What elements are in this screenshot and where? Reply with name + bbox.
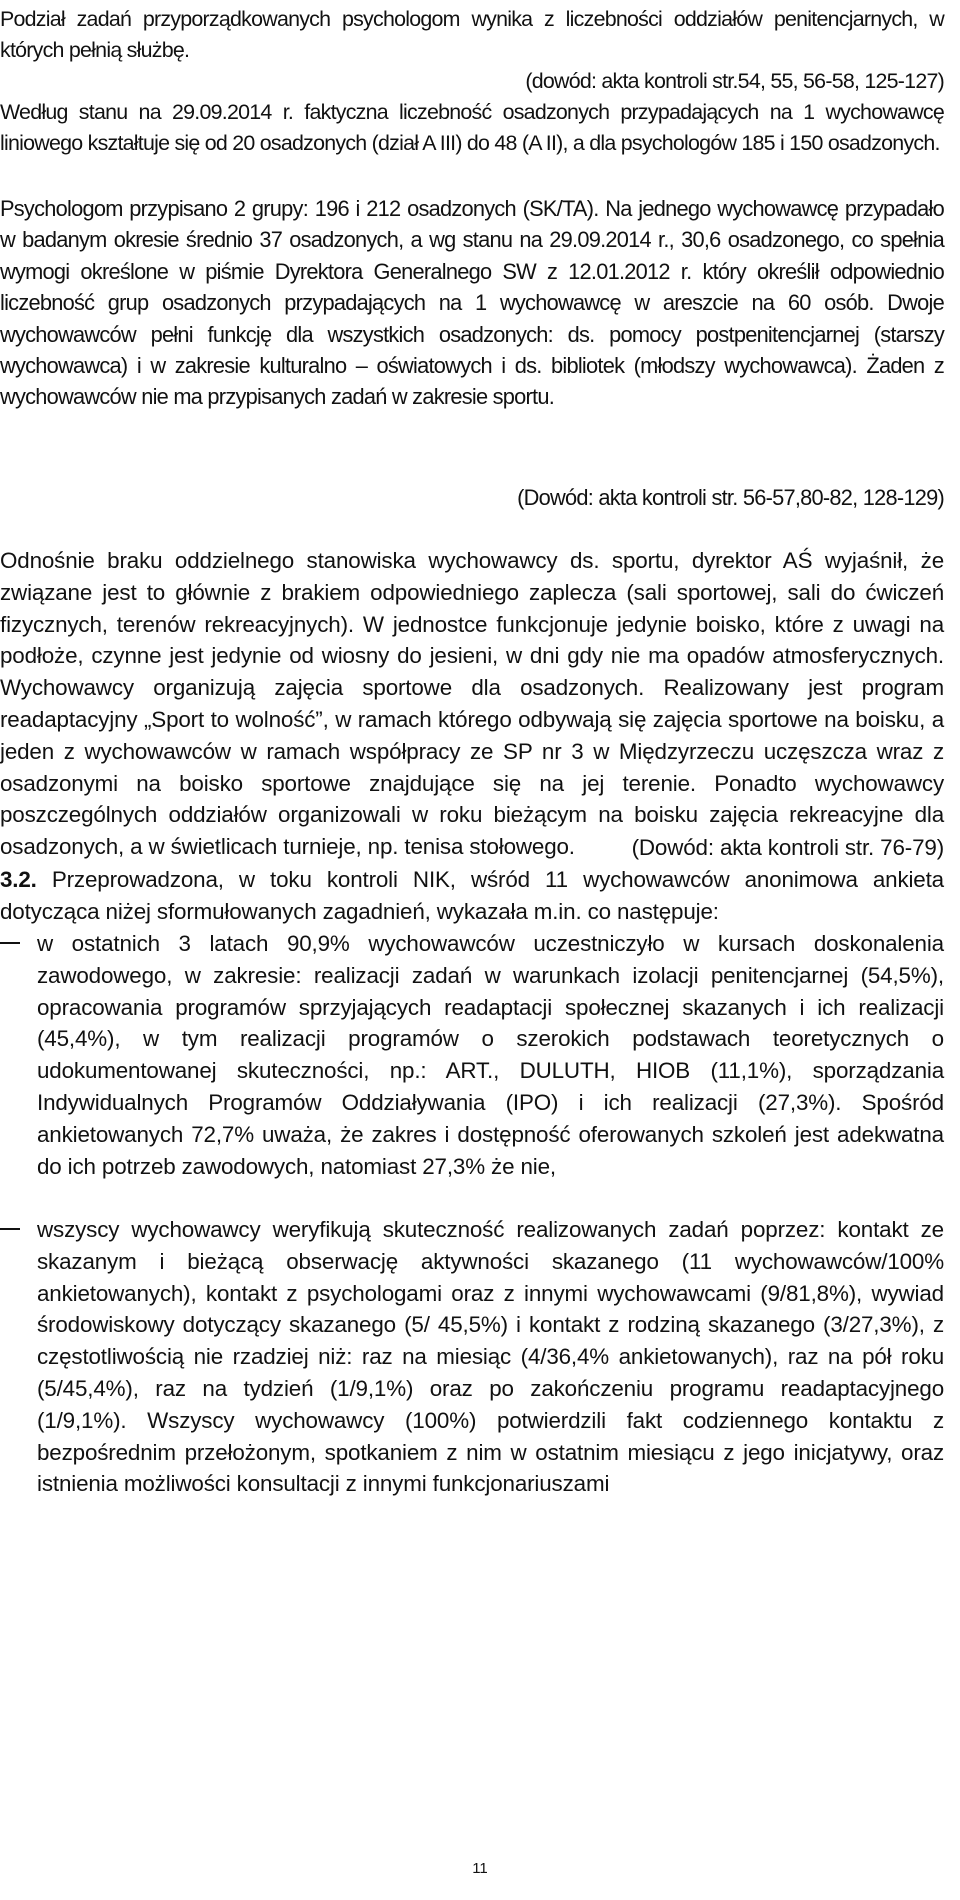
- reference-text: (Dowód: akta kontroli str. 76-79): [631, 835, 944, 860]
- paragraph-text: Odnośnie braku oddzielnego stanowiska wychowawcy ds. sportu, dyrektor AŚ wyjaśnił, że związane jest to głównie z brakiem odpowiedniego zaplecza (sali sportowej, sali do ćwiczeń fizycznych, terenów rekreacyjnych). W jednostce funkcjonuje jedynie boisko, które z uwagi na podłoże, czynne jest jedynie od wiosny do jesieni, w dni gdy nie ma opadów atmosferycznych. Wychowawcy organizują zajęcia sportowe dla osadzonych. Realizowany jest program readaptacyjny „Sport to wolność”, w ramach którego odbywają się zajęcia sportowe na boisku, a jeden z wychowawców w ramach współpracy ze SP nr 3 w Międzyrzeczu uczęszcza wraz z osadzonymi na boisko sportowe znajdujące się na jej terenie. Ponadto wychowawcy poszczególnych oddziałów organizowali w roku bieżącym na boisku zajęcia rekreacyjne dla osadzonych, a w świetlicach turnieje, np. tenisa stołowego.: [0, 548, 944, 860]
- paragraph-text: Przeprowadzona, w toku kontroli NIK, wśród 11 wychowawców anonimowa ankieta dotycząca niżej sformułowanych zagadnień, wykazała m.in. co następuje:: [0, 867, 944, 924]
- evidence-reference: [0, 832, 944, 864]
- list-item-text: wszyscy wychowawcy weryfikują skuteczność realizowanych zadań poprzez: kontakt ze skazanym i bieżącą obserwację aktywności skazanego (11 wychowawców/100% ankietowanych), kontakt z psychologami oraz z innymi wychowawcami (9/81,8%), wywiad środowiskowy dotyczący skazanego (5/ 45,5%) i kontakt z rodziną skazanego (3/27,3%), z częstotliwością nie rzadziej niż: raz na miesiąc (4/36,4% ankietowanych), raz na pół roku (5/45,4%), raz na tydzień (1/9,1%) oraz po zakończeniu programu readaptacyjnego (1/9,1%). Wszyscy wychowawcy (100%) potwierdzili fakt codziennego kontaktu z bezpośrednim przełożonym, spotkaniem z nim w ostatnim miesiącu z jego inicjatywy, oraz istnienia możliwości konsultacji z innymi funkcjonariuszami: [37, 1217, 944, 1497]
- paragraph-psychologists-tasks: [0, 4, 944, 66]
- list-item: [0, 928, 944, 1182]
- section-number: 3.2.: [0, 867, 37, 892]
- paragraph-groups: [0, 193, 944, 413]
- reference-text: (Dowód: akta kontroli str. 56-57,80-82, 128-129): [517, 485, 944, 510]
- dash-bullet-icon: [0, 1228, 20, 1230]
- paragraph-headcount: [0, 97, 944, 159]
- evidence-reference: [0, 482, 944, 513]
- page-number: 11: [472, 1860, 488, 1877]
- paragraph-text: Według stanu na 29.09.2014 r. faktyczna liczebność osadzonych przypadających na 1 wychowawcę liniowego kształtuje się od 20 osadzonych (dział A III) do 48 (A II), a dla psychologów 185 i 150 osadzonych.: [0, 100, 944, 156]
- paragraph-text: Podział zadań przyporządkowanych psychologom wynika z liczebności oddziałów penitencjarnych, w których pełnią służbę.: [0, 7, 944, 63]
- dash-bullet-icon: [0, 942, 20, 944]
- evidence-reference: [0, 66, 944, 97]
- list-item: [0, 1214, 944, 1500]
- paragraph-survey-intro: [0, 864, 944, 928]
- reference-text: (dowód: akta kontroli str.54, 55, 56-58, 125-127): [525, 69, 944, 93]
- paragraph-sport: [0, 545, 944, 863]
- paragraph-text: Psychologom przypisano 2 grupy: 196 i 212 osadzonych (SK/TA). Na jednego wychowawcę przypadało w badanym okresie średnio 37 osadzonych, a wg stanu na 29.09.2014 r., 30,6 osadzonego, co spełnia wymogi określone w piśmie Dyrektora Generalnego SW z 12.01.2012 r. który określił odpowiednio liczebność grup osadzonych przypadających na 1 wychowawcę w areszcie na 60 osób. Dwoje wychowawców pełni funkcję dla wszystkich osadzonych: ds. pomocy postpenitencjarnej (starszy wychowawca) i w zakresie kulturalno – oświatowych i ds. bibliotek (młodszy wychowawca). Żaden z wychowawców nie ma przypisanych zadań w zakresie sportu.: [0, 196, 944, 410]
- list-item-text: w ostatnich 3 latach 90,9% wychowawców uczestniczyło w kursach doskonalenia zawodowego, w zakresie: realizacji zadań w warunkach izolacji penitencjarnej (54,5%), opracowania programów sprzyjających readaptacji społecznej skazanych i ich realizacji (45,4%), w tym realizacji programów o szerokich podstawach teoretycznych o udokumentowanej skuteczności, np.: ART., DULUTH, HIOB (11,1%), sporządzania Indywidualnych Programów Oddziaływania (IPO) i ich realizacji (27,3%). Spośród ankietowanych 72,7% uważa, że zakres i dostępność oferowanych szkoleń jest adekwatna do ich potrzeb zawodowych, natomiast 27,3% że nie,: [37, 931, 944, 1179]
